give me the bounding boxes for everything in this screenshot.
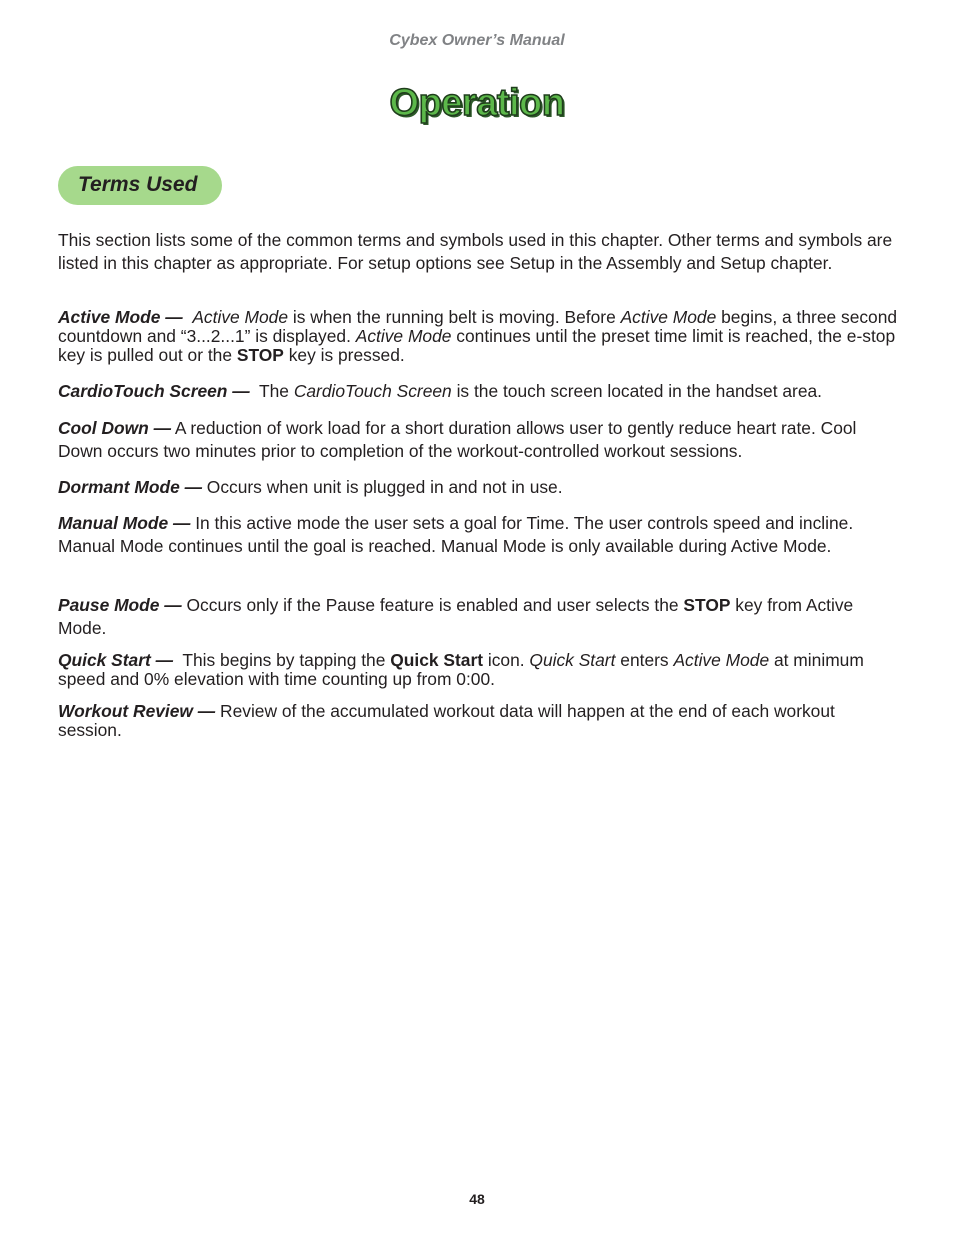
term-cool-down xyxy=(58,417,900,462)
term-label: Pause Mode — xyxy=(58,595,182,615)
term-emphasis: Quick Start xyxy=(529,650,616,670)
term-quick-start xyxy=(58,651,900,689)
term-dormant-mode xyxy=(58,478,900,497)
term-label: Workout Review — xyxy=(58,701,216,721)
term-text: icon. xyxy=(483,650,530,670)
term-text: A reduction of work load for a short duration allows user to gently reduce heart rate. Cool Down occurs two minutes prior to completion of the workout-controlled workout sessions. xyxy=(58,418,857,461)
term-text: is when the running belt is moving. Before xyxy=(288,307,621,327)
term-cardiotouch-screen xyxy=(58,382,900,401)
term-text: enters xyxy=(615,650,674,670)
term-label: Active Mode — xyxy=(58,307,183,327)
intro-paragraph: This section lists some of the common terms and symbols used in this chapter. Other terms and symbols are listed in this chapter as appropriate. For setup options see Setup in the Assembly and Setup chapter. xyxy=(58,230,893,273)
term-text: at minimum speed and 0% elevation with time counting up from 0:00. xyxy=(58,650,864,689)
term-emphasis: Active Mode xyxy=(673,650,770,670)
term-text: key is pressed. xyxy=(283,345,405,365)
term-text: continues until the preset time limit is reached, the e-stop key is pulled out or the xyxy=(58,326,896,365)
term-text: key from Active Mode. xyxy=(58,595,854,638)
term-strong: STOP xyxy=(683,595,731,615)
term-label: Manual Mode — xyxy=(58,513,191,533)
term-label: Cool Down — xyxy=(58,418,172,438)
term-label: CardioTouch Screen — xyxy=(58,381,250,401)
term-text: begins, a three second countdown and “3...2...1” is displayed. xyxy=(58,307,898,346)
term-label: Quick Start — xyxy=(58,650,174,670)
page-number: 48 xyxy=(469,1191,485,1207)
term-text: Review of the accumulated workout data will happen at the end of each workout session. xyxy=(58,701,835,740)
term-strong: Quick Start xyxy=(390,650,484,670)
term-text: In this active mode the user sets a goal for Time. The user controls speed and incline. Manual Mode continues until the goal is reached. Manual Mode is only available during Active Mode. xyxy=(58,513,854,556)
term-emphasis: Active Mode xyxy=(355,326,452,346)
term-text: The xyxy=(259,381,294,401)
term-text: Occurs only if the Pause feature is enabled and user selects the xyxy=(181,595,684,615)
term-label: Dormant Mode — xyxy=(58,477,202,497)
term-text: is the touch screen located in the handset area. xyxy=(451,381,823,401)
term-active-mode xyxy=(58,308,900,365)
term-workout-review xyxy=(58,702,900,740)
term-strong: STOP xyxy=(236,345,284,365)
chapter-title: Operation xyxy=(389,82,565,124)
term-text: Occurs when unit is plugged in and not in use. xyxy=(201,477,563,497)
term-manual-mode xyxy=(58,512,900,557)
term-pause-mode xyxy=(58,594,900,639)
term-emphasis: Active Mode xyxy=(192,307,289,327)
term-emphasis: CardioTouch Screen xyxy=(293,381,452,401)
term-emphasis: Active Mode xyxy=(620,307,717,327)
running-header: Cybex Owner’s Manual xyxy=(389,32,565,49)
term-text: This begins by tapping the xyxy=(182,650,391,670)
section-heading-terms-used: Terms Used xyxy=(58,166,222,205)
